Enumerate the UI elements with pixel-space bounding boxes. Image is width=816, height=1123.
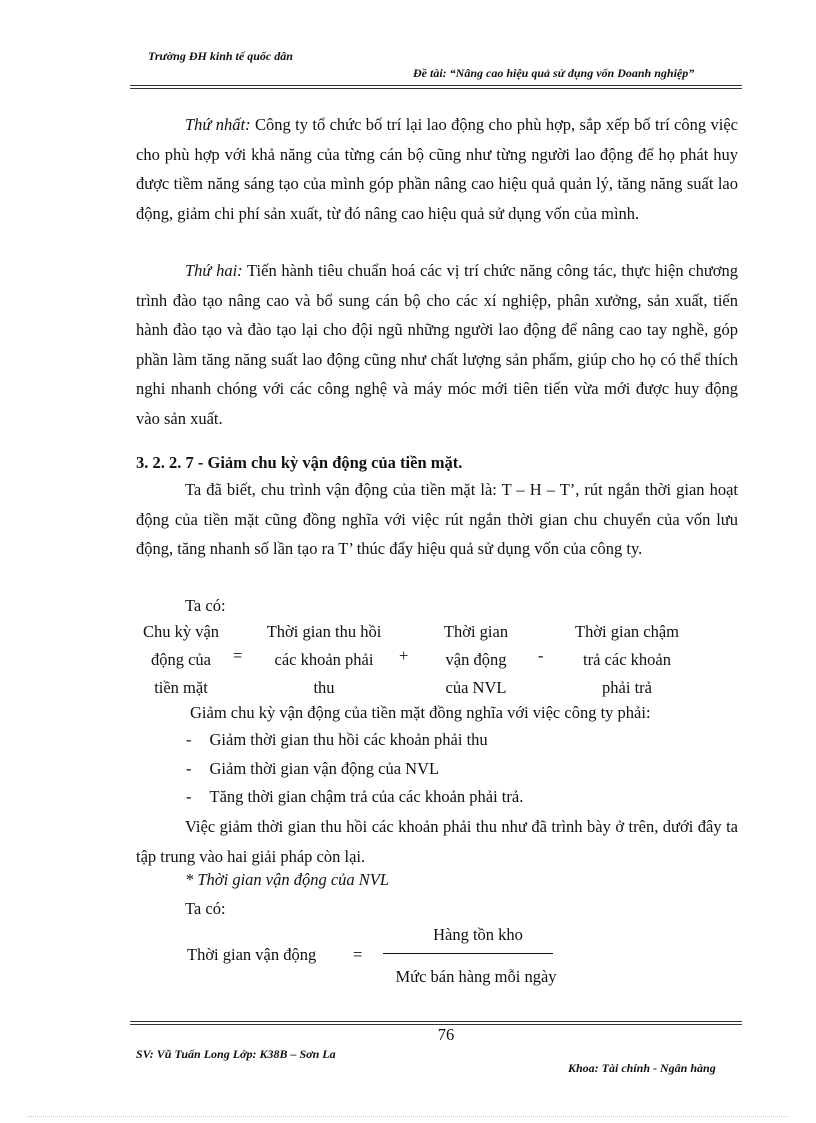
formula2-lhs: Thời gian vận động: [187, 945, 317, 964]
formula2-numerator: Hàng tồn kho: [433, 925, 523, 944]
formula1-term2: Thời gian vận động của NVL: [443, 622, 509, 697]
paragraph-3-text: Ta đã biết, chu trình vận động của tiền mặt là: T – H – T’, rút ngắn thời gian hoạt động của tiền mặt cũng đồng nghĩa với việc rút ngắn thời gian chu chuyển của vốn lưu động, tăng nhanh số lần tạo ra T’ thúc đẩy hiệu quả sử dụng vốn của công ty.: [136, 480, 738, 559]
paragraph-2-label: Thứ hai:: [185, 261, 243, 280]
formula2-denominator: Mức bán hàng mỗi ngày: [395, 967, 557, 986]
paragraph-2-text: Tiến hành tiêu chuẩn hoá các vị trí chức năng công tác, thực hiện chương trình đào tạo nâng cao và bổ sung cán bộ cho các xí nghiệp, phân xưởng, sản xuất, tiến hành đào tạo và đào tạo lại cho đội ngũ những người lao động để nâng cao tay nghề, góp phần làm tăng năng suất lao động cũng như chất lượng sản phẩm, giúp cho họ có thể thích nghi nhanh chóng với các công nghệ và máy móc mới tiên tiến vừa mới được huy động vào sản xuất.: [136, 261, 738, 428]
list-item: - Giảm thời gian vận động của NVL: [186, 759, 440, 778]
section-title: Giảm chu kỳ vận động của tiền mặt.: [207, 453, 463, 472]
formula1-plus: +: [399, 646, 409, 665]
fraction-bar: [383, 953, 553, 954]
formula1-minus: -: [538, 646, 544, 665]
paragraph-4: [136, 812, 738, 871]
page-number: 76: [437, 1025, 455, 1044]
header-topic: Đề tài: “Nâng cao hiệu quả sử dụng vốn Doanh nghiệp”: [413, 66, 695, 80]
paragraph-4-text: Việc giảm thời gian thu hồi các khoản phải thu như đã trình bày ở trên, dưới đây ta tập trung vào hai giải pháp còn lại.: [136, 817, 738, 866]
formula1-equals: =: [233, 646, 243, 665]
ta-co-2: Ta có:: [185, 899, 226, 918]
paragraph-1-label: Thứ nhất:: [185, 115, 251, 134]
subheading-nvl: * Thời gian vận động của NVL: [185, 870, 390, 889]
formula2-equals: =: [353, 945, 363, 964]
footer-faculty: Khoa: Tài chính - Ngân hàng: [568, 1061, 716, 1075]
header-school: Trường ĐH kinh tế quốc dân: [148, 49, 293, 63]
ta-co-1: Ta có:: [185, 596, 226, 615]
section-heading: [136, 453, 462, 473]
list-item: - Giảm thời gian thu hồi các khoản phải thu: [186, 730, 488, 749]
header-divider: [130, 85, 742, 89]
page-bottom-edge: [28, 1116, 788, 1117]
paragraph-1-text: Công ty tổ chức bố trí lại lao động cho phù hợp, sắp xếp bố trí công việc cho phù hợp với khả năng của từng cán bộ cũng như từng người lao động để họ phát huy được tiềm năng sáng tạo của mình góp phần nâng cao hiệu quả quản lý, tăng năng suất lao động, giảm chi phí sản xuất, từ đó nâng cao hiệu quả sử dụng vốn của mình.: [136, 115, 738, 223]
formula1-term1: Thời gian thu hồi các khoản phải thu: [266, 622, 382, 697]
footer-student: SV: Vũ Tuấn Long Lớp: K38B – Sơn La: [136, 1047, 336, 1061]
formula1-term3: Thời gian chậm trả các khoản phải trả: [574, 622, 680, 697]
list-intro: Giảm chu kỳ vận động của tiền mặt đồng nghĩa với việc công ty phải:: [190, 703, 651, 722]
paragraph-3: [136, 475, 738, 564]
paragraph-1: [136, 110, 738, 228]
section-number: 3. 2. 2. 7 -: [136, 453, 204, 472]
formula1-lhs: Chu kỳ vận động của tiền mặt: [142, 622, 220, 697]
paragraph-2: [136, 256, 738, 434]
list-item: - Tăng thời gian chậm trả của các khoản phải trả.: [186, 787, 524, 806]
